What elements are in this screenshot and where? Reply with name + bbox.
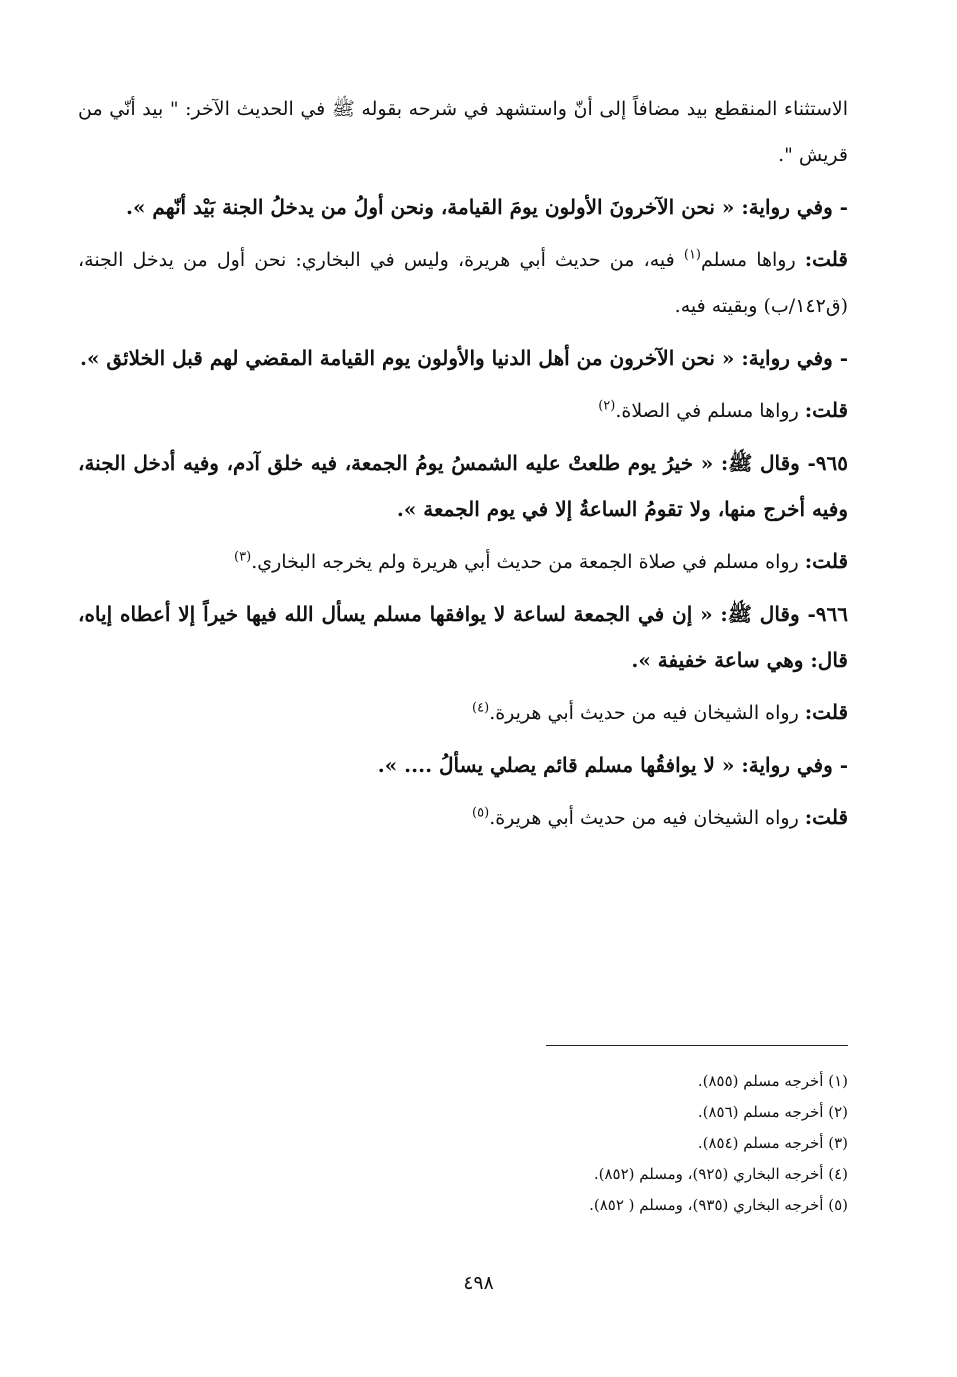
commentary-text: رواها مسلم في الصلاة. xyxy=(615,400,799,422)
commentary-label: قلت: xyxy=(804,549,848,573)
main-text xyxy=(78,86,848,847)
commentary-text: رواه الشيخان فيه من حديث أبي هريرة. xyxy=(489,807,799,829)
footnotes xyxy=(248,1066,848,1221)
commentary-text: رواه مسلم في صلاة الجمعة من حديث أبي هريرة ولم يخرجه البخاري. xyxy=(251,551,799,573)
footnote-item: (٥) أخرجه البخاري (٩٣٥)، ومسلم ( ٨٥٢). xyxy=(589,1196,848,1214)
commentary-text: رواها مسلم xyxy=(701,249,796,271)
footnote-ref: (٣) xyxy=(234,549,252,565)
commentary-text: رواه الشيخان فيه من حديث أبي هريرة. xyxy=(489,702,799,724)
footnote-ref: (٥) xyxy=(472,805,490,821)
commentary-label: قلت: xyxy=(804,398,848,422)
hadith-965: ٩٦٥- وقال ﷺ: « خيرُ يوم طلعتْ عليه الشمسُ يومُ الجمعة، فيه خلق آدم، وفيه أدخل الجنة، وفيه أخرج منها، ولا تقومُ الساعةُ إلا في يوم الجمعة ». xyxy=(78,451,848,521)
commentary-paragraph xyxy=(78,794,848,841)
footnote-ref: (٢) xyxy=(598,398,616,414)
commentary-label: قلت: xyxy=(804,700,848,724)
paragraph-continuation: الاستثناء المنقطع بيد مضافاً إلى أنّ واستشهد في شرحه بقوله ﷺ في الحديث الآخر: " بيد أنّي من قريش ". xyxy=(78,98,848,166)
narration-variant: - وفي رواية: « لا يوافقُها مسلم قائم يصلي يسألُ .... ». xyxy=(377,753,848,777)
commentary-label: قلت: xyxy=(804,247,848,271)
page-number: ٤٩٨ xyxy=(463,1272,494,1294)
commentary-text-continued: فيه، من حديث أبي هريرة، وليس في البخاري: نحن أول من يدخل الجنة، (ق١٤٢/ب) وبقيته فيه. xyxy=(78,249,848,317)
commentary-label: قلت: xyxy=(804,805,848,829)
footnote-divider xyxy=(546,1045,848,1046)
footnote-item: (٣) أخرجه مسلم (٨٥٤). xyxy=(697,1134,848,1152)
commentary-paragraph xyxy=(78,538,848,585)
footnote-item: (٤) أخرجه البخاري (٩٢٥)، ومسلم (٨٥٢). xyxy=(593,1165,848,1183)
footnote-item: (١) أخرجه مسلم (٨٥٥). xyxy=(697,1072,848,1090)
footnote-item: (٢) أخرجه مسلم (٨٥٦). xyxy=(697,1103,848,1121)
footnote-ref: (٤) xyxy=(472,700,490,716)
narration-variant: - وفي رواية: « نحن الآخرونَ الأولون يومَ القيامة، ونحن أولُ من يدخلُ الجنة بَيْد أنّهم ». xyxy=(125,195,848,219)
commentary-paragraph xyxy=(78,387,848,434)
hadith-966: ٩٦٦- وقال ﷺ: « إن في الجمعة لساعة لا يوافقها مسلم يسأل الله فيها خيراً إلا أعطاه إياه، قال: وهي ساعة خفيفة ». xyxy=(78,602,848,672)
commentary-paragraph xyxy=(78,236,848,329)
footnote-ref: (١) xyxy=(683,247,701,263)
narration-variant: - وفي رواية: « نحن الآخرون من أهل الدنيا والأولون يوم القيامة المقضي لهم قبل الخلائق ». xyxy=(80,346,848,370)
commentary-paragraph xyxy=(78,689,848,736)
